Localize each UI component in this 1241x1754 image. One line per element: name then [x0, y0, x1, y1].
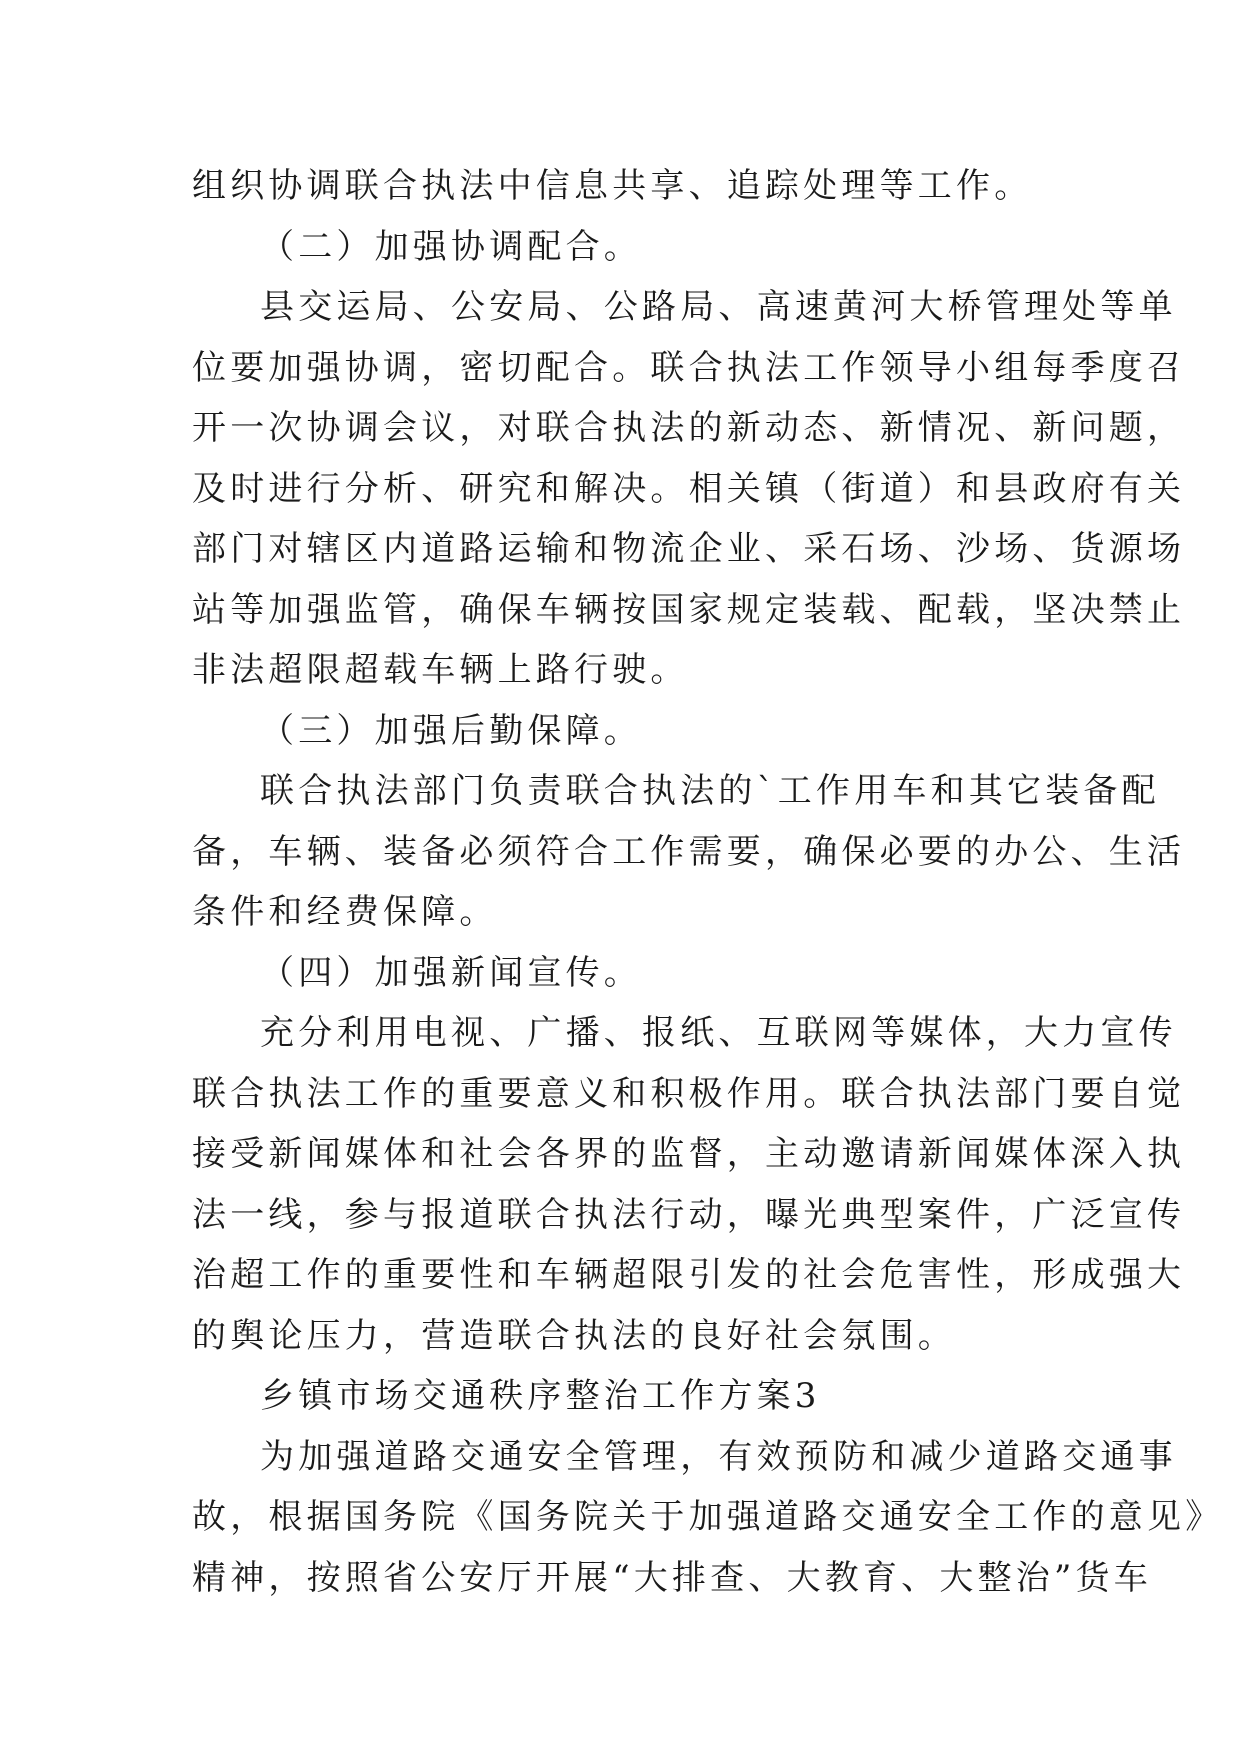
text-line: 非法超限超载车辆上路行驶。 — [192, 650, 689, 690]
text-line: 法一线，参与报道联合执法行动，曝光典型案件，广泛宣传 — [192, 1194, 1186, 1235]
text-line: 的舆论压力，营造联合执法的良好社会氛围。 — [192, 1315, 956, 1356]
text-line: 为加强道路交通安全管理，有效预防和减少道路交通事 — [260, 1436, 1177, 1477]
document-body — [192, 156, 1224, 1608]
text-line: 县交运局、公安局、公路局、高速黄河大桥管理处等单 — [260, 287, 1177, 327]
text-line: 条件和经费保障。 — [192, 892, 498, 932]
text-line: 组织协调联合执法中信息共享、追踪处理等工作。 — [192, 166, 1033, 206]
text-line: 故，根据国务院《国务院关于加强道路交通安全工作的意见》 — [192, 1497, 1224, 1537]
document-section-title: 乡镇市场交通秩序整治工作方案3 — [260, 1376, 821, 1416]
text-line: 站等加强监管，确保车辆按国家规定装载、配载，坚决禁止 — [192, 589, 1186, 630]
text-line: 开一次协调会议，对联合执法的新动态、新情况、新问题， — [192, 408, 1186, 448]
text-line: 位要加强协调，密切配合。联合执法工作领导小组每季度召 — [192, 347, 1186, 388]
text-line: 治超工作的重要性和车辆超限引发的社会危害性，形成强大 — [192, 1255, 1186, 1295]
text-line: 部门对辖区内道路运输和物流企业、采石场、沙场、货源场 — [192, 529, 1186, 569]
text-line: 联合执法部门负责联合执法的`工作用车和其它装备配 — [260, 771, 1160, 811]
section-heading: （三）加强后勤保障。 — [260, 710, 642, 751]
text-line: 备，车辆、装备必须符合工作需要，确保必要的办公、生活 — [192, 831, 1186, 872]
text-line: 及时进行分析、研究和解决。相关镇（街道）和县政府有关 — [192, 468, 1186, 509]
text-line: 精神，按照省公安厅开展“大排查、大教育、大整治”货车 — [192, 1557, 1152, 1598]
section-heading: （二）加强协调配合。 — [260, 226, 642, 267]
section-heading: （四）加强新闻宣传。 — [260, 952, 642, 993]
text-line: 联合执法工作的重要意义和积极作用。联合执法部门要自觉 — [192, 1073, 1186, 1114]
text-line: 接受新闻媒体和社会各界的监督，主动邀请新闻媒体深入执 — [192, 1134, 1186, 1174]
text-line: 充分利用电视、广播、报纸、互联网等媒体，大力宣传 — [260, 1013, 1177, 1053]
